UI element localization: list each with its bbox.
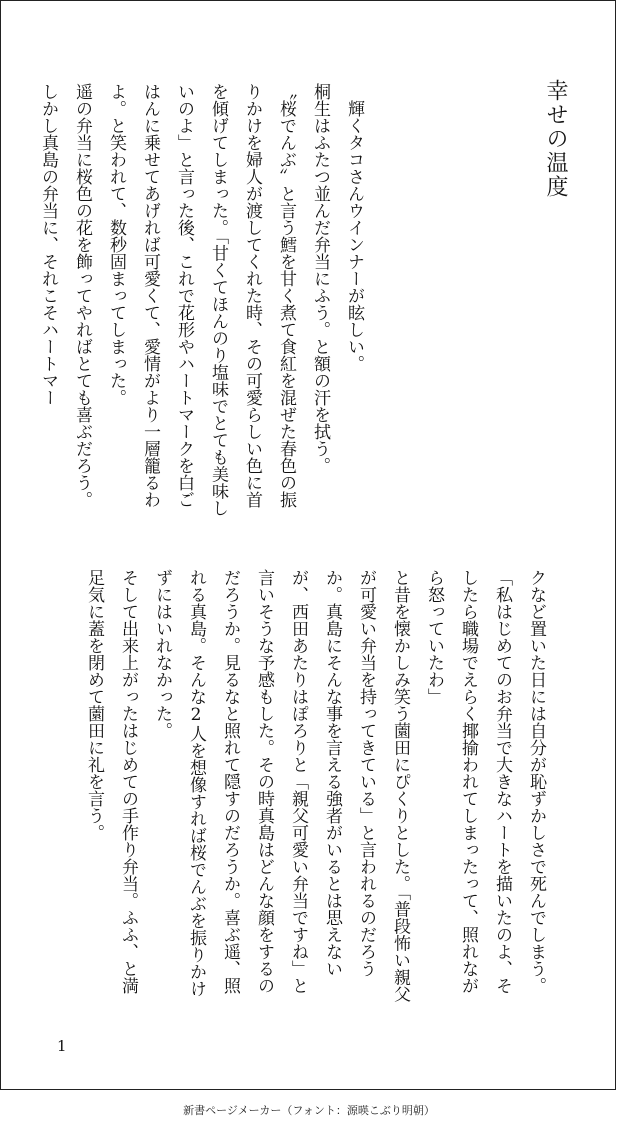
upper-text-block: 輝くタコさんウインナーが眩しい。 桐生はふたつ並んだ弁当にふう。と額の汗を拭う。 〝桜でんぶ〟と言う鱈を甘く煮て食紅を混ぜた春色の振りかけを婦人が渡してくれた時、その可愛らしい色に首を傾げてしまった。「甘くてほんのり塩味でとても美味しいのよ」と言った後、これで花形やハートマークを白ごはんに乗せてあげれば可愛くて、愛情がより一層籠るわよ。と笑われて、数秒固まってしまった。 遥の弁当に桜色の花を飾ってやればとても喜ぶだろう。しかし真島の弁当に、それこそハートマー xyxy=(38,83,364,517)
footer-credit: 新書ページメーカー（フォント：源暎こぶり明朝） xyxy=(183,1104,435,1117)
page-number: 1 xyxy=(57,1037,67,1055)
story-title: 幸せの温度 xyxy=(543,79,568,199)
lower-text-block: クなど置いた日には自分が恥ずかしさで死んでしまう。 「私はじめてのお弁当で大きなハートを描いたのよ、そしたら職場でえらく揶揄われてしまったって、照れながら怒っていたわ」 と昔を懐かしみ笑う薗田にぴくりとした。「普段怖い親父が可愛い弁当を持ってきている」と言われるのだろうか。真島にそんな事を言える強者がいるとは思えないが、西田あたりはぽろりと「親父可愛い弁当ですね」と言いそうな予感もした。その時真島はどんな顔をするのだろうか。見るなと照れて隠すのだろうか。喜ぶ遥、照れる真島。そんな2人を想像すれば桜でんぶを振りかけずにはいれなかった。 そして出来上がったはじめての手作り弁当。ふふ、と満足気に蓋を閉めて薗田に礼を言う。 xyxy=(84,569,546,1003)
